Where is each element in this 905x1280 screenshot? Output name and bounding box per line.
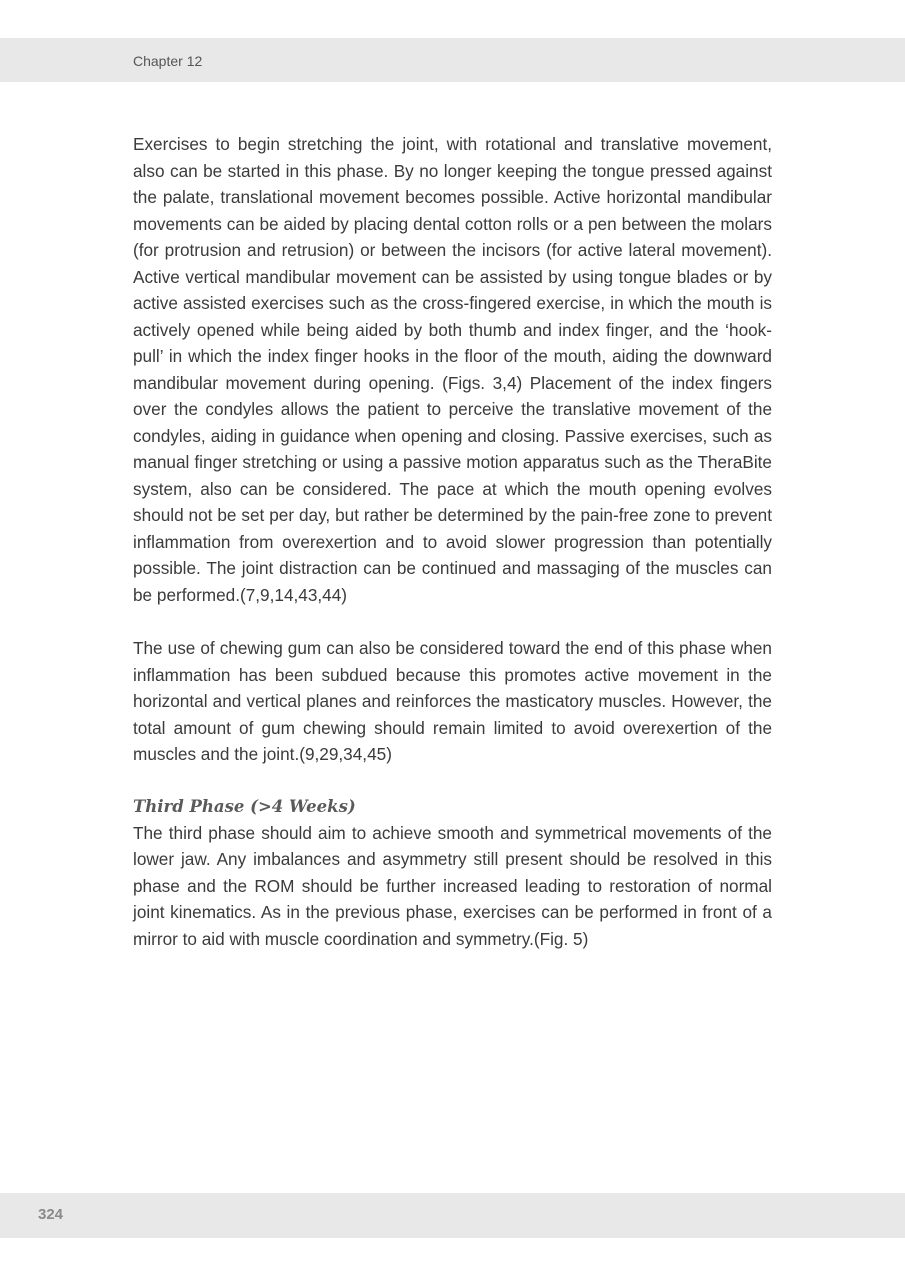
chapter-label: Chapter 12 <box>133 53 203 69</box>
page-number: 324 <box>38 1206 64 1223</box>
body-paragraph-1: Exercises to begin stretching the joint, with rotational and translative movement, also can be started in this phase. By no longer keeping the tongue pressed against the palate, translational movement becomes possible. Active horizontal mandibular movements can be aided by placing dental cotton rolls or a pen between the molars (for protrusion and retrusion) or between the incisors (for active lateral movement). Active vertical mandibular movement can be assisted by using tongue blades or by active assisted exercises such as the cross-fingered exercise, in which the mouth is actively opened while being aided by both thumb and index finger, and the ‘hook-pull’ in which the index finger hooks in the floor of the mouth, aiding the downward mandibular movement during opening. (Figs. 3,4) Placement of the index fingers over the condyles allows the patient to perceive the translative movement of the condyles, aiding in guidance when opening and closing. Passive exercises, such as manual finger stretching or using a passive motion apparatus such as the TheraBite system, also can be considered. The pace at which the mouth opening evolves should not be set per day, but rather be determined by the pain-free zone to prevent inflammation from overexertion and to avoid slower progression than potentially possible. The joint distraction can be continued and massaging of the muscles can be performed.(7,9,14,43,44) <box>133 134 772 605</box>
section-heading-third-phase: Third Phase (>4 Weeks) <box>133 796 356 816</box>
body-paragraph-3: The third phase should aim to achieve smooth and symmetrical movements of the lower jaw. Any imbalances and asymmetry still present should be resolved in this phase and the ROM should be further increased leading to restoration of normal joint kinematics. As in the previous phase, exercises can be performed in front of a mirror to aid with muscle coordination and symmetry.(Fig. 5) <box>133 822 772 949</box>
footer-band <box>0 1193 905 1238</box>
page-body <box>133 131 772 952</box>
body-paragraph-2: The use of chewing gum can also be considered toward the end of this phase when inflammation has been subdued because this promotes active movement in the horizontal and vertical planes and reinforces the masticatory muscles. However, the total amount of gum chewing should remain limited to avoid overexertion of the muscles and the joint.(9,29,34,45) <box>133 638 772 764</box>
